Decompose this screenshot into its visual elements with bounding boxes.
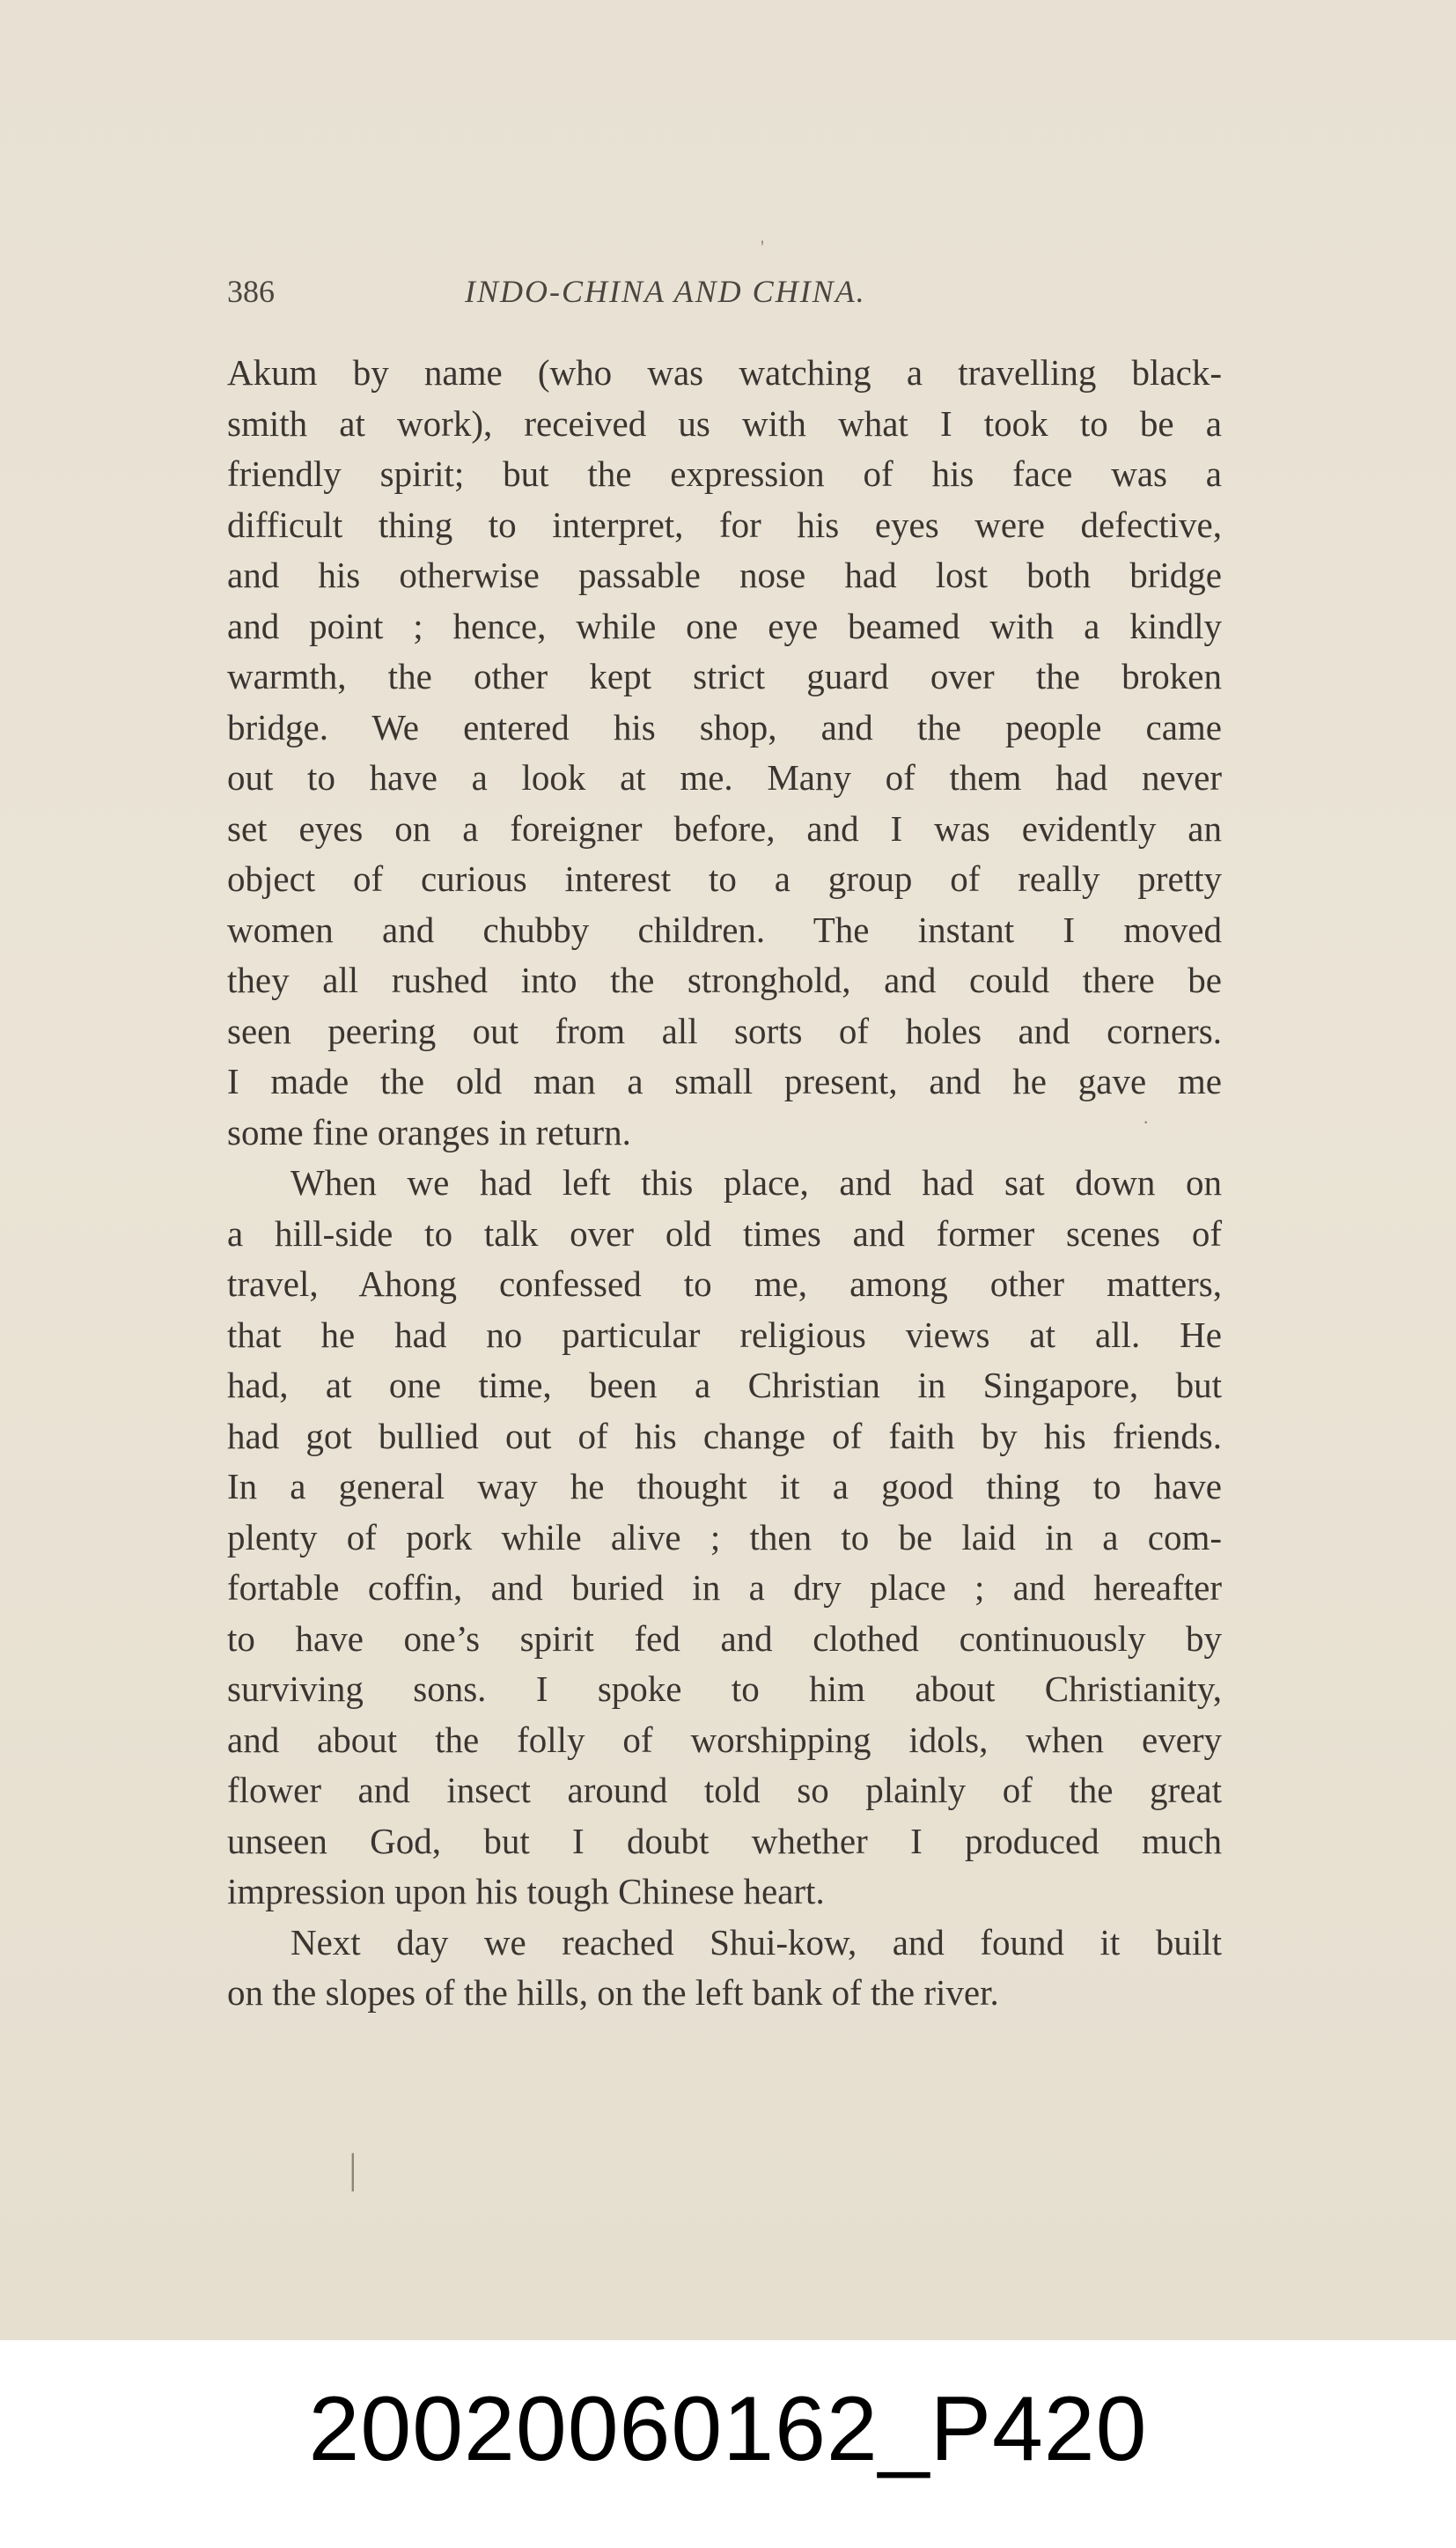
text-line: surviving sons. I spoke to him about Christianity, — [227, 1668, 1222, 1709]
text-line: bridge. We entered his shop, and the people came — [227, 706, 1222, 747]
text-line: seen peering out from all sorts of holes and corners. — [227, 1010, 1222, 1051]
text-line: and about the folly of worshipping idols, when every — [227, 1719, 1222, 1760]
text-line: object of curious interest to a group of really pretty — [227, 858, 1222, 899]
text-line: smith at work), received us with what I took to be a — [227, 402, 1222, 444]
text-line: a hill-side to talk over old times and former scenes of — [227, 1212, 1222, 1254]
text-line: on the slopes of the hills, on the left bank of the river. — [227, 1972, 999, 2013]
text-line: fortable coffin, and buried in a dry place ; and hereafter — [227, 1567, 1222, 1608]
accession-label: 20020060162_P420 — [308, 2378, 1148, 2480]
text-line: flower and insect around told so plainly of the great — [227, 1770, 1222, 1810]
text-line: impression upon his tough Chinese heart. — [227, 1871, 825, 1911]
text-line: plenty of pork while alive ; then to be laid in a com- — [227, 1516, 1222, 1558]
text-line: and his otherwise passable nose had lost both bridge — [227, 555, 1222, 595]
text-line: In a general way he thought it a good thing to have — [227, 1466, 1222, 1506]
text-line: set eyes on a foreigner before, and I was evidently an — [227, 807, 1222, 849]
text-line: Next day we reached Shui-kow, and found it built — [290, 1921, 1222, 1963]
paper-speck: · — [1143, 1111, 1150, 1133]
text-line: friendly spirit; but the expression of his face was a — [227, 453, 1222, 494]
text-line: to have one’s spirit fed and clothed continuously by — [227, 1617, 1222, 1659]
paper-speck: | — [349, 2146, 357, 2192]
text-line: Akum by name (who was watching a travelling black- — [227, 352, 1222, 393]
text-line: difficult thing to interpret, for his eyes were defective, — [227, 504, 1222, 545]
text-line: out to have a look at me. Many of them had never — [227, 757, 1222, 798]
paper-speck: ' — [761, 236, 764, 258]
text-line: they all rushed into the stronghold, and could there be — [227, 960, 1222, 1000]
text-line: When we had left this place, and had sat down on — [290, 1162, 1222, 1203]
text-line: and point ; hence, while one eye beamed with a kindly — [227, 605, 1222, 646]
paragraph — [227, 1918, 1222, 2019]
text-line: I made the old man a small present, and he gave me — [227, 1061, 1222, 1101]
text-line: had got bullied out of his change of faith by his friends. — [227, 1415, 1222, 1456]
text-line: some fine oranges in return. — [227, 1111, 631, 1152]
page-header — [227, 266, 1222, 319]
text-line: women and chubby children. The instant I moved — [227, 909, 1222, 950]
text-line: warmth, the other kept strict guard over the broken — [227, 656, 1222, 696]
page-number: 386 — [227, 274, 275, 309]
paragraph — [227, 348, 1222, 1158]
running-head: INDO-CHINA AND CHINA. — [465, 274, 866, 309]
text-line: unseen God, but I doubt whether I produced much — [227, 1820, 1222, 1861]
text-line: that he had no particular religious views at all. He — [227, 1314, 1222, 1355]
body-text — [227, 348, 1222, 2019]
text-line: had, at one time, been a Christian in Singapore, but — [227, 1365, 1222, 1405]
paragraph — [227, 1158, 1222, 1918]
text-line: travel, Ahong confessed to me, among other matters, — [227, 1263, 1222, 1304]
